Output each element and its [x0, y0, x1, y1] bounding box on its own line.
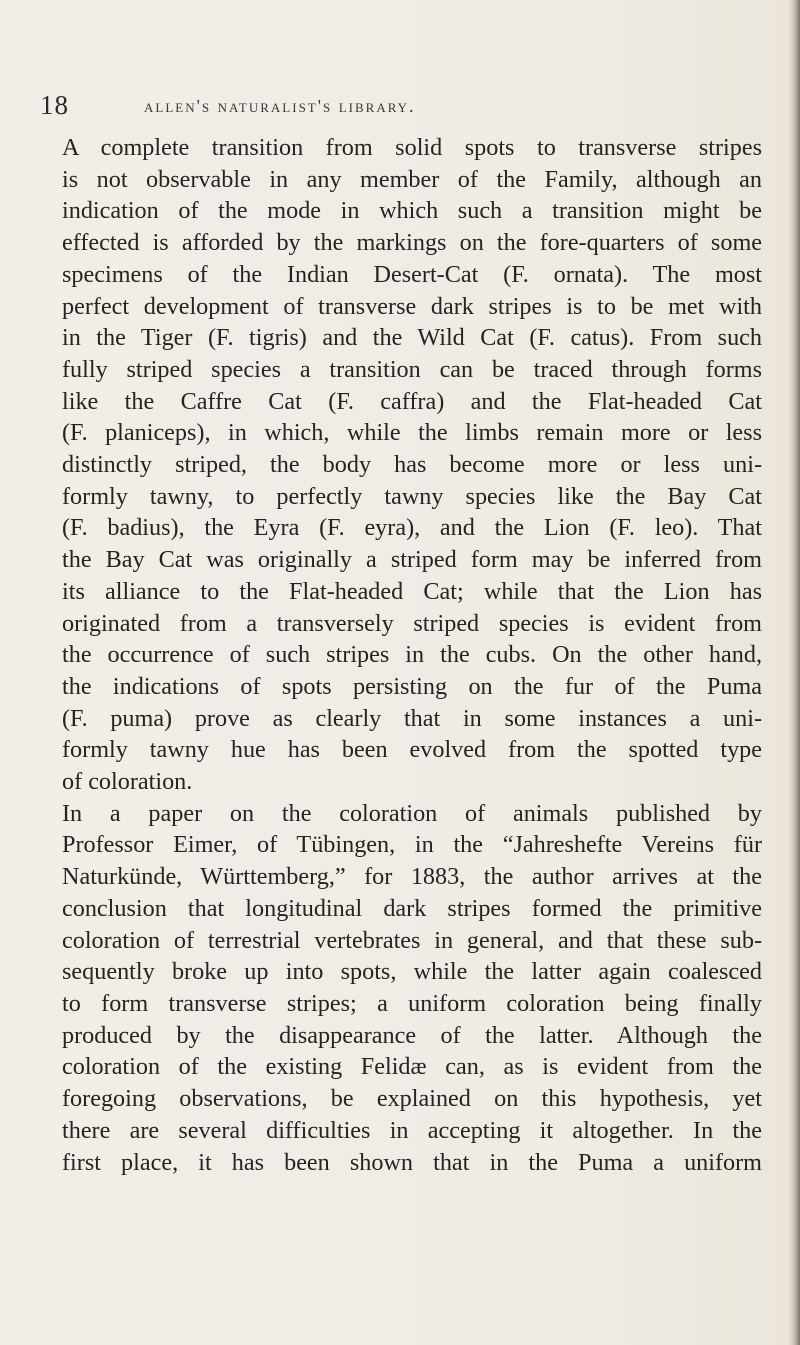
text-line: (F. puma) prove as clearly that in some instances a uni-: [62, 704, 762, 732]
text-line: coloration of terrestrial vertebrates in general, and that these sub-: [62, 926, 762, 954]
text-line: in the Tiger (F. tigris) and the Wild Cat (F. catus). From such: [62, 324, 762, 352]
text-line: its alliance to the Flat-headed Cat; while that the Lion has: [62, 577, 762, 605]
text-line: In a paper on the coloration of animals published by: [62, 799, 762, 827]
text-line: produced by the disappearance of the latter. Although the: [62, 1021, 762, 1049]
text-line: of coloration.: [62, 768, 193, 796]
text-line: to form transverse stripes; a uniform coloration being finally: [62, 989, 762, 1017]
page-edge-shadow: [788, 0, 800, 1345]
text-line: indication of the mode in which such a transition might be: [62, 197, 762, 225]
text-line: conclusion that longitudinal dark stripes formed the primitive: [62, 894, 762, 922]
text-line: first place, it has been shown that in the Puma a uniform: [62, 1148, 762, 1176]
text-line: Professor Eimer, of Tübingen, in the “Jahreshefte Vereins für: [62, 831, 762, 859]
running-head: allen's naturalist's library.: [144, 96, 416, 116]
text-line: fully striped species a transition can be traced through forms: [62, 355, 762, 383]
text-line: A complete transition from solid spots to transverse stripes: [62, 134, 762, 161]
body-text: [40, 132, 762, 1178]
text-line: the occurrence of such stripes in the cubs. On the other hand,: [62, 641, 762, 669]
text-line: (F. badius), the Eyra (F. eyra), and the Lion (F. leo). That: [62, 514, 762, 542]
text-line: is not observable in any member of the Family, although an: [62, 165, 762, 193]
text-line: sequently broke up into spots, while the latter again coalesced: [62, 958, 762, 986]
text-line: formly tawny, to perfectly tawny species like the Bay Cat: [62, 482, 762, 510]
paragraph-2: [40, 798, 762, 1178]
text-line: the indications of spots persisting on the fur of the Puma: [62, 672, 762, 700]
paragraph-1: [40, 132, 762, 798]
text-line: like the Caffre Cat (F. caffra) and the Flat-headed Cat: [62, 387, 762, 415]
text-line: formly tawny hue has been evolved from the spotted type: [62, 736, 762, 764]
text-line: perfect development of transverse dark stripes is to be met with: [62, 292, 762, 320]
text-line: foregoing observations, be explained on this hypothesis, yet: [62, 1085, 762, 1113]
text-line: Naturkünde, Württemberg,” for 1883, the author arrives at the: [62, 863, 762, 891]
page-header: [40, 90, 760, 130]
text-line: there are several difficulties in accepting it altogether. In the: [62, 1116, 762, 1144]
text-line: effected is afforded by the markings on the fore-quarters of some: [62, 229, 762, 257]
text-line: coloration of the existing Felidæ can, as is evident from the: [62, 1053, 762, 1081]
text-line: (F. planiceps), in which, while the limbs remain more or less: [62, 419, 762, 447]
text-line: specimens of the Indian Desert-Cat (F. ornata). The most: [62, 260, 762, 288]
page-number: 18: [40, 90, 69, 120]
text-line: distinctly striped, the body has become more or less uni-: [62, 451, 762, 479]
text-line: the Bay Cat was originally a striped form may be inferred from: [62, 546, 762, 574]
text-line: originated from a transversely striped species is evident from: [62, 609, 762, 637]
